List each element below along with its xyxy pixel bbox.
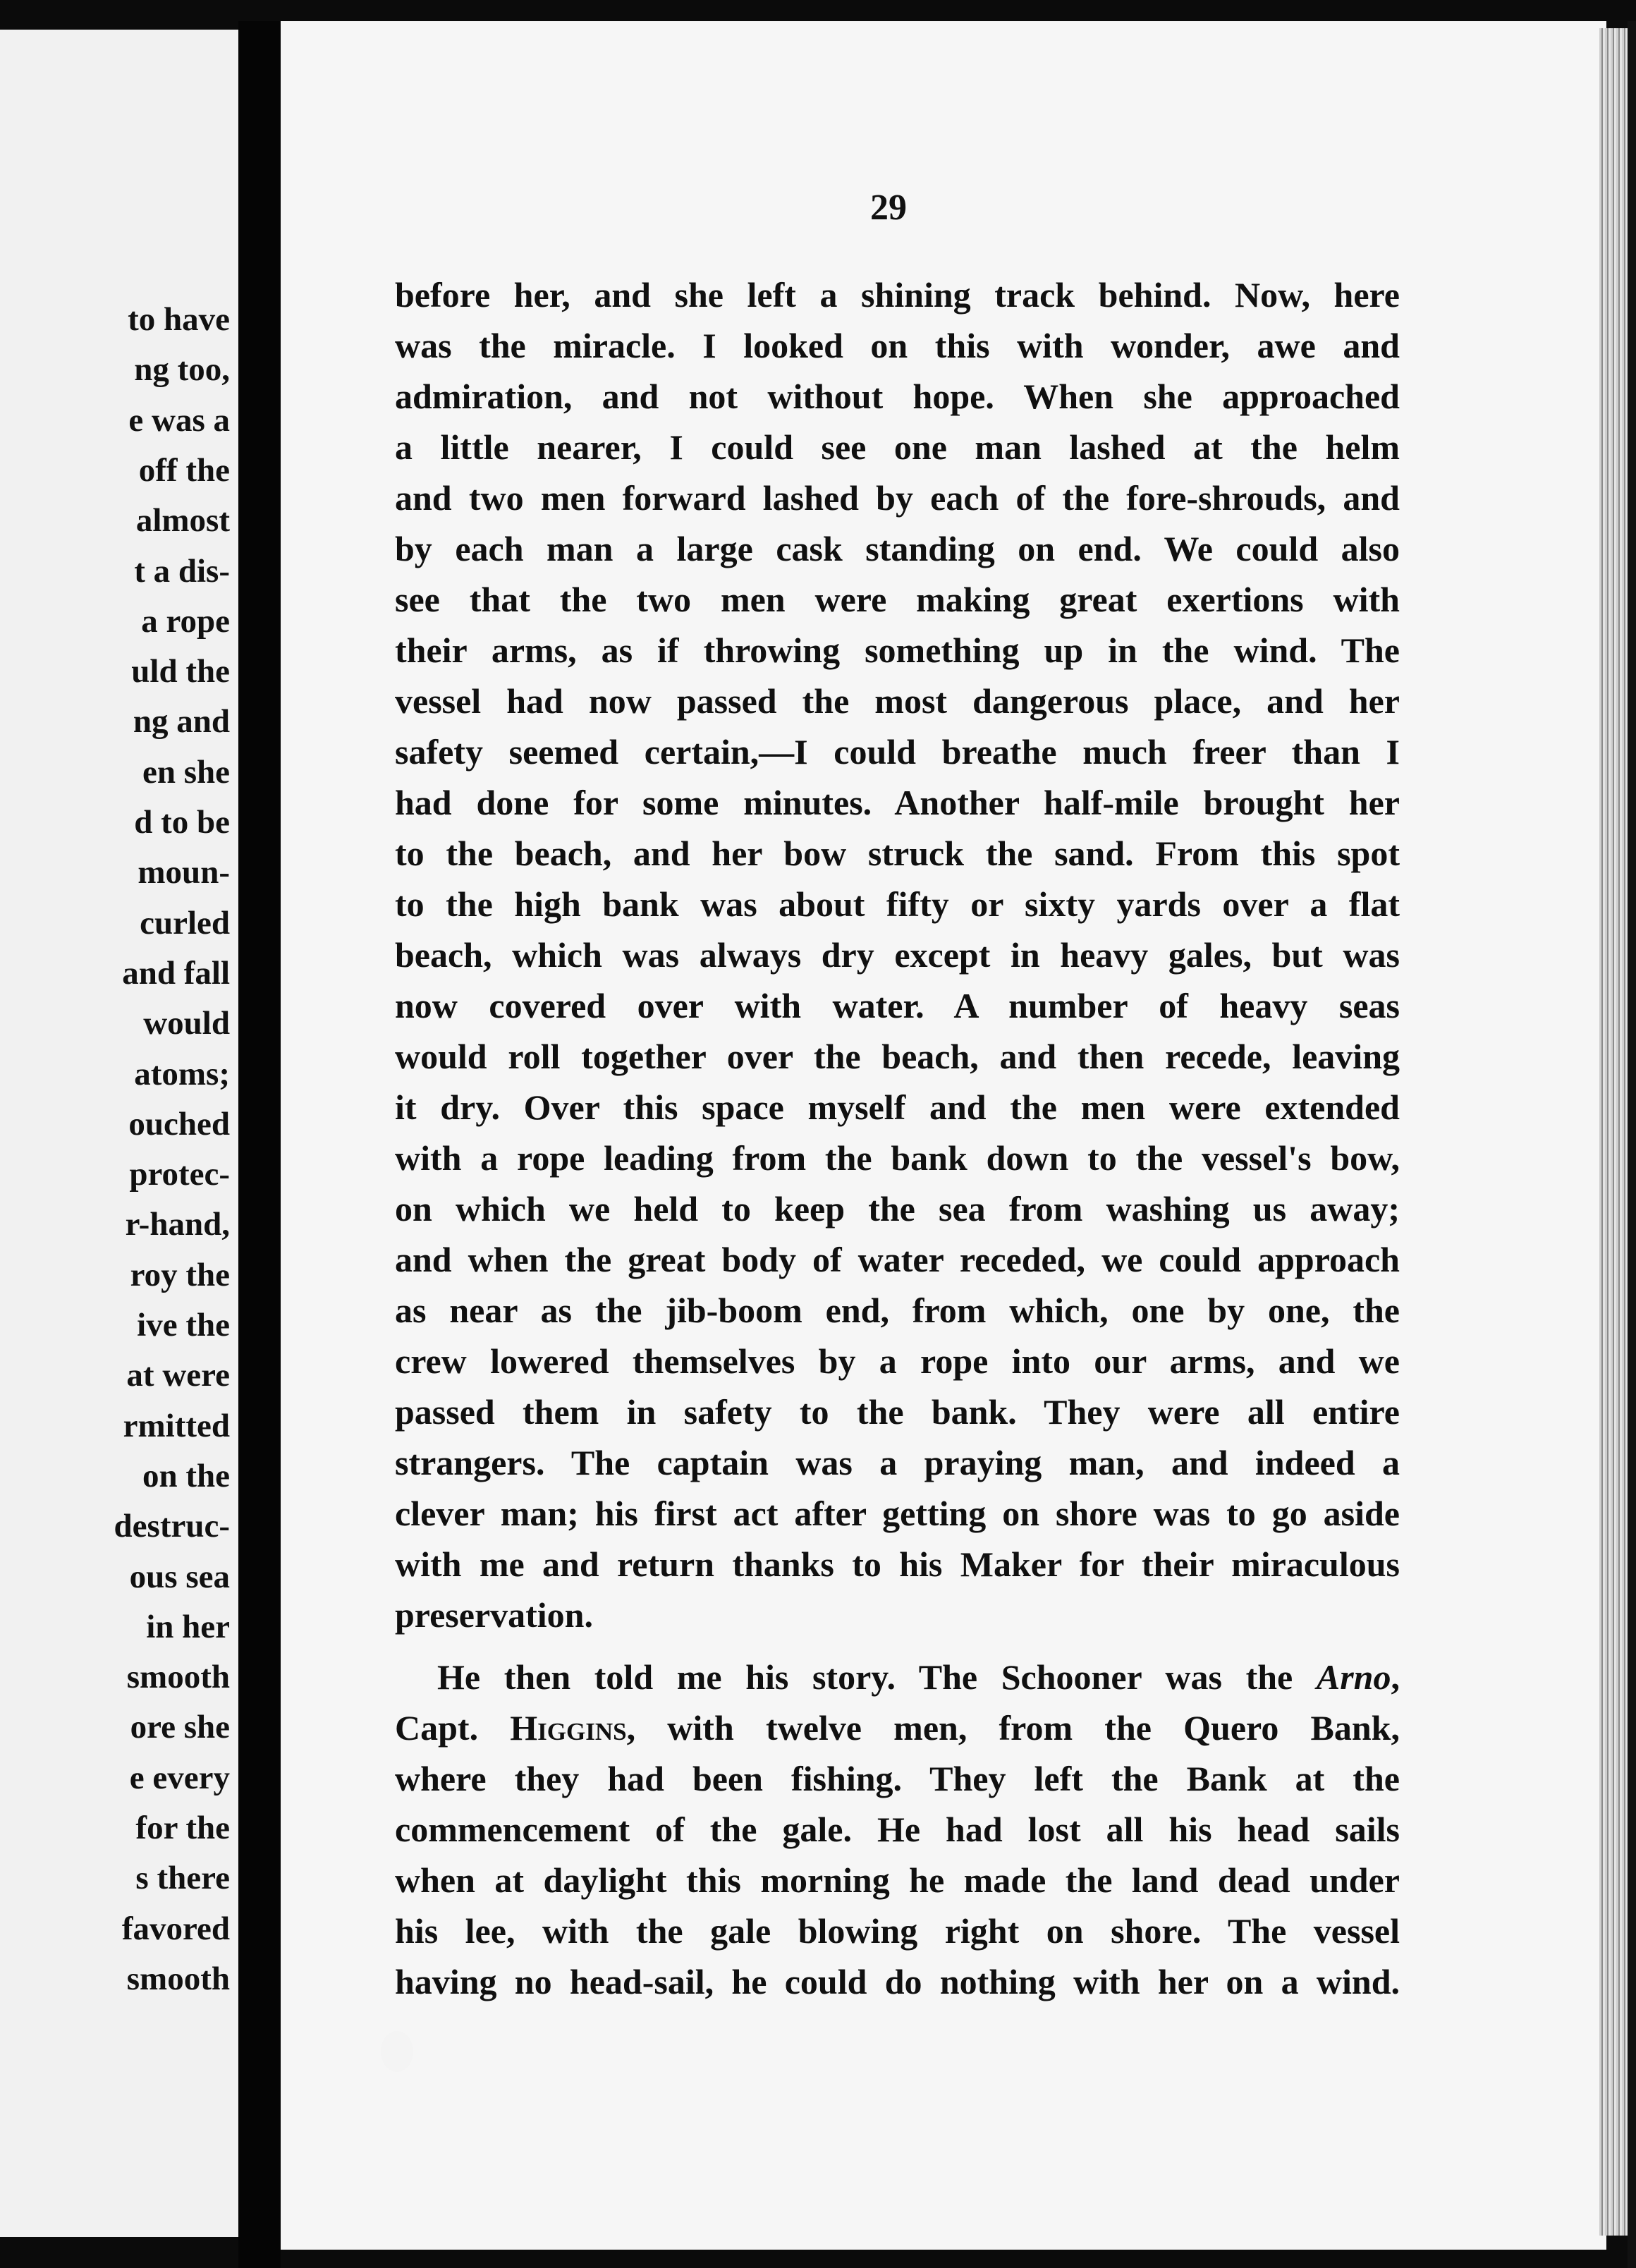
left-page	[0, 30, 238, 2237]
text-line: strangers. The captain was a praying man, and indeed a	[395, 1443, 1400, 1482]
text-line: passed them in safety to the bank. They were all entire	[395, 1392, 1400, 1432]
edge-shadow	[1628, 21, 1636, 2268]
left-page-fragment: ore she	[130, 1709, 230, 1746]
left-page-fragment: e was a	[128, 401, 230, 439]
text-line: now covered over with water. A number of heavy seas	[395, 986, 1400, 1025]
left-page-fragment: a rope	[141, 602, 230, 640]
text-line: his lee, with the gale blowing right on shore. The vessel	[395, 1911, 1400, 1951]
page-number: 29	[870, 188, 907, 228]
left-page-fragment: for the	[135, 1810, 230, 1846]
left-page-fragment: ouched	[128, 1105, 230, 1142]
left-page-fragment: on the	[142, 1457, 230, 1494]
left-page-fragment: to have	[128, 301, 230, 338]
left-page-fragment: favored	[121, 1910, 230, 1947]
paragraph-1	[395, 269, 1400, 1640]
text-line: where they had been fishing. They left the Bank at the	[395, 1759, 1400, 1798]
text-line: see that the two men were making great exertions with	[395, 580, 1400, 619]
left-page-fragment: r-hand,	[125, 1206, 230, 1243]
text-line: and two men forward lashed by each of the fore-shrouds, and	[395, 478, 1400, 518]
left-page-fragment: smooth	[126, 1960, 230, 1997]
text-line: having no head-sail, he could do nothing with her on a wind.	[395, 1962, 1400, 2001]
left-page-fragment: smooth	[126, 1659, 230, 1696]
text-line: safety seemed certain,—I could breathe much freer than I	[395, 732, 1400, 772]
left-page-fragment: atoms;	[134, 1055, 230, 1092]
text-line: clever man; his first act after getting on shore was to go aside	[395, 1494, 1400, 1533]
left-page-fragment: ive the	[137, 1307, 230, 1343]
left-page-fragment: ng too,	[134, 351, 230, 389]
left-page-fragment: ous sea	[129, 1558, 230, 1595]
text-line: and when the great body of water receded, we could approach	[395, 1240, 1400, 1279]
text-line: when at daylight this morning he made the land dead under	[395, 1860, 1400, 1900]
text-line: crew lowered themselves by a rope into our arms, and we	[395, 1341, 1400, 1381]
text-line: it dry. Over this space myself and the men were extended	[395, 1087, 1400, 1127]
text-line: by each man a large cask standing on end. We could also	[395, 529, 1400, 568]
left-page-fragment: roy the	[130, 1256, 230, 1293]
text-line: He then told me his story. The Schooner was the Arno,	[437, 1657, 1400, 1697]
left-page-fragment: e every	[129, 1759, 230, 1796]
left-page-fragment: and fall	[122, 954, 230, 992]
text-line: to the high bank was about fifty or sixty yards over a flat	[395, 884, 1400, 924]
text-line: with me and return thanks to his Maker for their miraculous	[395, 1544, 1400, 1584]
text-line: was the miracle. I looked on this with wonder, awe and	[395, 326, 1400, 365]
left-page-fragment: would	[143, 1005, 230, 1042]
paper-speck	[381, 2031, 413, 2072]
text-line: had done for some minutes. Another half-mile brought her	[395, 783, 1400, 822]
page-edge	[1599, 28, 1628, 2236]
left-page-fragment: en she	[142, 753, 230, 791]
left-page-fragment: ng and	[133, 703, 230, 740]
left-page-fragment: protec-	[129, 1156, 230, 1193]
text-line: vessel had now passed the most dangerous place, and her	[395, 681, 1400, 721]
left-page-fragment: uld the	[131, 653, 230, 690]
left-page-fragment: t a dis-	[134, 552, 230, 590]
text-line: a little nearer, I could see one man lashed at the helm	[395, 427, 1400, 467]
text-line: before her, and she left a shining track behind. Now, here	[395, 275, 1400, 315]
left-page-fragment: in her	[146, 1608, 230, 1645]
left-page-fragment: rmitted	[123, 1407, 230, 1444]
left-page-fragment: moun-	[138, 854, 230, 891]
text-line: with a rope leading from the bank down to the vessel's bow,	[395, 1138, 1400, 1178]
book-gutter	[238, 21, 281, 2268]
left-page-fragment: d to be	[134, 804, 230, 841]
text-line: on which we held to keep the sea from washing us away;	[395, 1189, 1400, 1228]
vessel-name: Arno	[1316, 1657, 1391, 1697]
page-body	[395, 269, 1400, 2007]
text-line: commencement of the gale. He had lost all his head sails	[395, 1810, 1400, 1849]
left-page-fragment: s there	[135, 1860, 230, 1897]
left-page-fragment: destruc-	[114, 1508, 230, 1545]
text-line: admiration, and not without hope. When she approached	[395, 377, 1400, 416]
left-page-fragment: curled	[140, 904, 230, 941]
text-line: preservation.	[395, 1595, 593, 1635]
text-line: Capt. Higgins, with twelve men, from the Quero Bank,	[395, 1708, 1400, 1748]
left-page-fragment: at were	[126, 1357, 230, 1394]
left-page-fragment: off the	[138, 451, 230, 489]
text-line: as near as the jib-boom end, from which, one by one, the	[395, 1291, 1400, 1330]
text-line: their arms, as if throwing something up in the wind. The	[395, 630, 1400, 670]
captain-name: Higgins	[510, 1708, 627, 1748]
text-line: to the beach, and her bow struck the sand. From this spot	[395, 834, 1400, 873]
paragraph-2	[395, 1652, 1400, 2007]
text-line: beach, which was always dry except in heavy gales, but was	[395, 935, 1400, 975]
text-line: would roll together over the beach, and then recede, leaving	[395, 1037, 1400, 1076]
left-page-fragment: almost	[135, 502, 230, 539]
